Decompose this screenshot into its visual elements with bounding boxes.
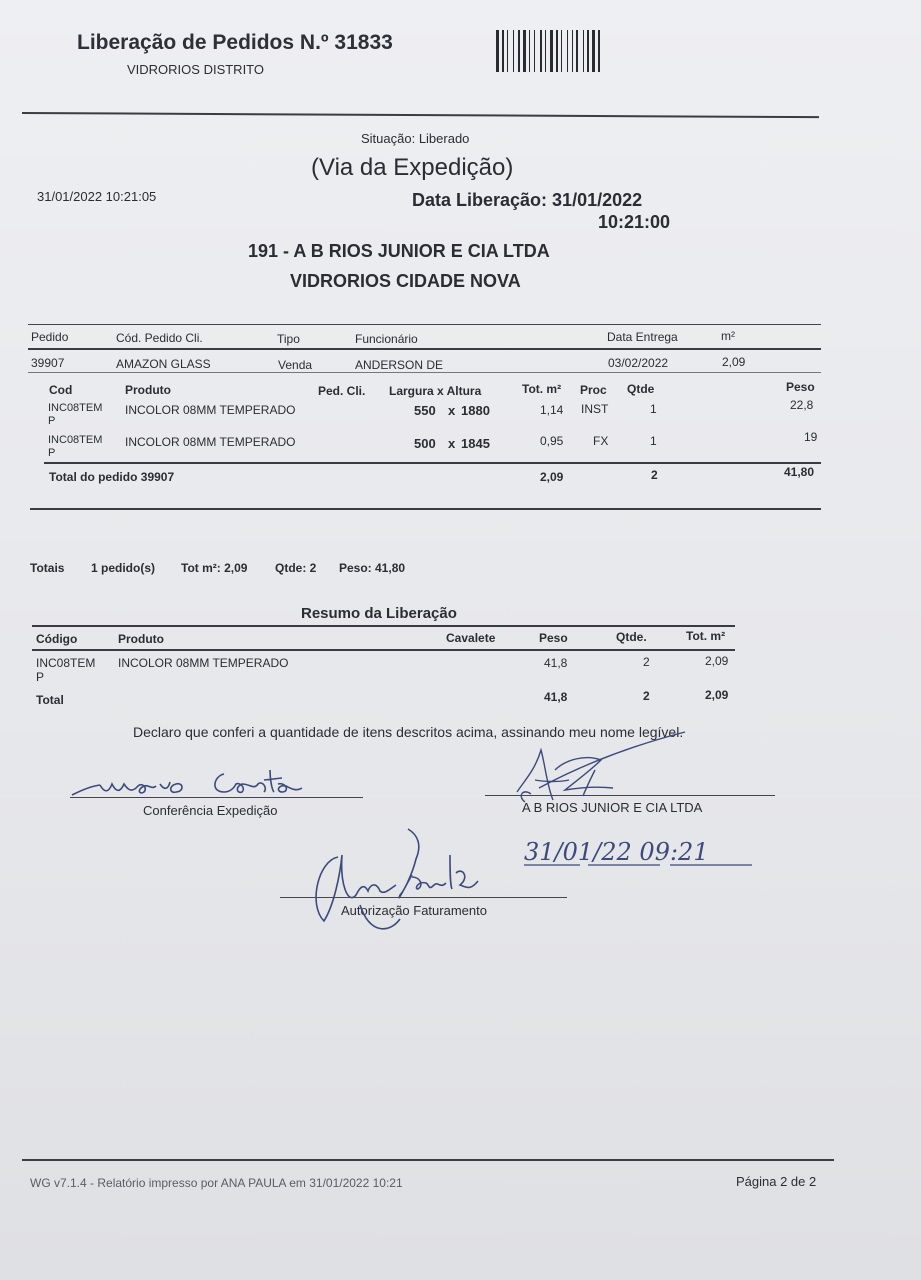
item-qtde: 1	[650, 434, 657, 448]
totals-peso: Peso: 41,80	[339, 561, 406, 575]
release-time: 10:21:00	[598, 212, 671, 232]
item-tot-m2: 1,14	[540, 403, 564, 417]
company-signature	[495, 730, 735, 820]
summary-qtde: 2	[643, 655, 650, 669]
summary-header-rule	[32, 649, 735, 651]
release-date: Data Liberação: 31/01/2022	[412, 190, 643, 210]
summary-total-m2: 2,09	[705, 688, 729, 702]
totals-label: Totais	[30, 561, 65, 575]
handwritten-date	[520, 834, 780, 874]
summary-cavalete-header: Cavalete	[446, 631, 496, 645]
col-funcionario-header: Funcionário	[355, 332, 418, 346]
barcode	[496, 30, 636, 74]
col-cod-cli-header: Cód. Pedido Cli.	[116, 331, 203, 345]
item-ped-cli-header: Ped. Cli.	[318, 384, 366, 398]
item-peso: 22,8	[790, 398, 814, 412]
summary-total-peso: 41,8	[544, 690, 568, 704]
company-signature-label: A B RIOS JUNIOR E CIA LTDA	[522, 800, 703, 815]
item-produto: INCOLOR 08MM TEMPERADO	[125, 403, 296, 417]
summary-title: Resumo da Liberação	[301, 605, 457, 622]
faturamento-label: Autorização Faturamento	[341, 903, 487, 918]
order-total-m2: 2,09	[540, 470, 564, 484]
item-qtde-header: Qtde	[627, 382, 655, 396]
col-tipo-header: Tipo	[277, 332, 300, 346]
item-altura: 1845	[461, 436, 490, 451]
footer-printed-by: WG v7.1.4 - Relatório impresso por ANA PAULA em 31/01/2022 10:21	[30, 1176, 403, 1190]
conferencia-label: Conferência Expedição	[143, 803, 278, 818]
item-proc: FX	[593, 434, 609, 448]
order-funcionario: ANDERSON DE	[355, 358, 444, 372]
footer-page-number: Página 2 de 2	[736, 1174, 817, 1189]
item-cod-suffix: P	[48, 447, 56, 459]
item-cod-suffix: P	[48, 415, 56, 427]
item-cod: INC08TEM	[48, 402, 103, 414]
summary-codigo-header: Código	[36, 632, 78, 646]
status-text: Situação: Liberado	[361, 131, 470, 146]
conferencia-signature	[64, 762, 324, 802]
order-total-qtde: 2	[651, 468, 658, 482]
item-x: x	[448, 403, 456, 418]
summary-codigo: INC08TEM	[36, 656, 96, 670]
order-total-peso: 41,80	[784, 465, 815, 479]
totals-m2: Tot m²: 2,09	[181, 561, 248, 575]
issuer-company: VIDRORIOS DISTRITO	[127, 62, 264, 77]
footer-rule	[22, 1159, 834, 1161]
summary-peso-header: Peso	[539, 631, 568, 645]
item-proc: INST	[581, 402, 609, 416]
item-peso: 19	[804, 430, 818, 444]
order-total-label: Total do pedido 39907	[49, 470, 175, 484]
summary-tot-m2: 2,09	[705, 654, 729, 668]
order-tipo: Venda	[278, 358, 313, 372]
order-row-rule	[28, 372, 821, 373]
order-m2: 2,09	[722, 355, 746, 369]
item-produto-header: Produto	[125, 383, 171, 397]
summary-produto-header: Produto	[118, 632, 164, 646]
item-qtde: 1	[650, 402, 657, 416]
summary-total-qtde: 2	[643, 689, 650, 703]
item-altura: 1880	[461, 403, 490, 418]
summary-top-rule	[32, 625, 735, 627]
summary-codigo-suffix: P	[36, 670, 45, 684]
item-produto: INCOLOR 08MM TEMPERADO	[125, 435, 296, 449]
order-table-top-rule	[28, 324, 821, 325]
faturamento-signature	[300, 825, 500, 935]
summary-peso: 41,8	[544, 656, 568, 670]
document-title: Liberação de Pedidos N.º 31833	[77, 31, 393, 54]
item-cod: INC08TEM	[48, 434, 103, 446]
col-pedido-header: Pedido	[31, 330, 69, 344]
col-m2-header: m²	[721, 329, 735, 343]
summary-produto: INCOLOR 08MM TEMPERADO	[118, 656, 289, 670]
col-data-entrega-header: Data Entrega	[607, 330, 678, 344]
via-title: (Via da Expedição)	[311, 154, 514, 181]
item-tot-m2-header: Tot. m²	[522, 382, 562, 396]
order-cod-cli: AMAZON GLASS	[116, 357, 211, 371]
summary-qtde-header: Qtde.	[616, 630, 647, 644]
summary-total-label: Total	[36, 693, 64, 707]
totals-qtde: Qtde: 2	[275, 561, 317, 575]
header-divider	[22, 112, 819, 118]
item-largura: 500	[414, 436, 436, 451]
item-largura-altura-header: Largura x Altura	[389, 384, 482, 398]
item-proc-header: Proc	[580, 383, 607, 397]
item-peso-header: Peso	[786, 380, 815, 394]
order-block-bottom-rule	[30, 508, 821, 510]
item-cod-header: Cod	[49, 383, 73, 397]
order-pedido: 39907	[31, 356, 65, 370]
summary-tot-m2-header: Tot. m²	[686, 629, 726, 643]
item-tot-m2: 0,95	[540, 434, 564, 448]
handwritten-date-text: 31/01/22 09:21	[524, 838, 709, 866]
declaration-text: Declaro que conferi a quantidade de itens descritos acima, assinando meu nome legível.	[133, 724, 684, 740]
order-total-rule	[44, 462, 821, 464]
totals-pedidos: 1 pedido(s)	[91, 561, 156, 575]
client-store: VIDRORIOS CIDADE NOVA	[290, 271, 521, 291]
item-x: x	[448, 436, 456, 451]
order-data-entrega: 03/02/2022	[608, 356, 669, 370]
print-datetime: 31/01/2022 10:21:05	[37, 189, 157, 204]
order-header-rule	[28, 348, 821, 350]
item-largura: 550	[414, 403, 436, 418]
client-name: 191 - A B RIOS JUNIOR E CIA LTDA	[248, 241, 550, 261]
